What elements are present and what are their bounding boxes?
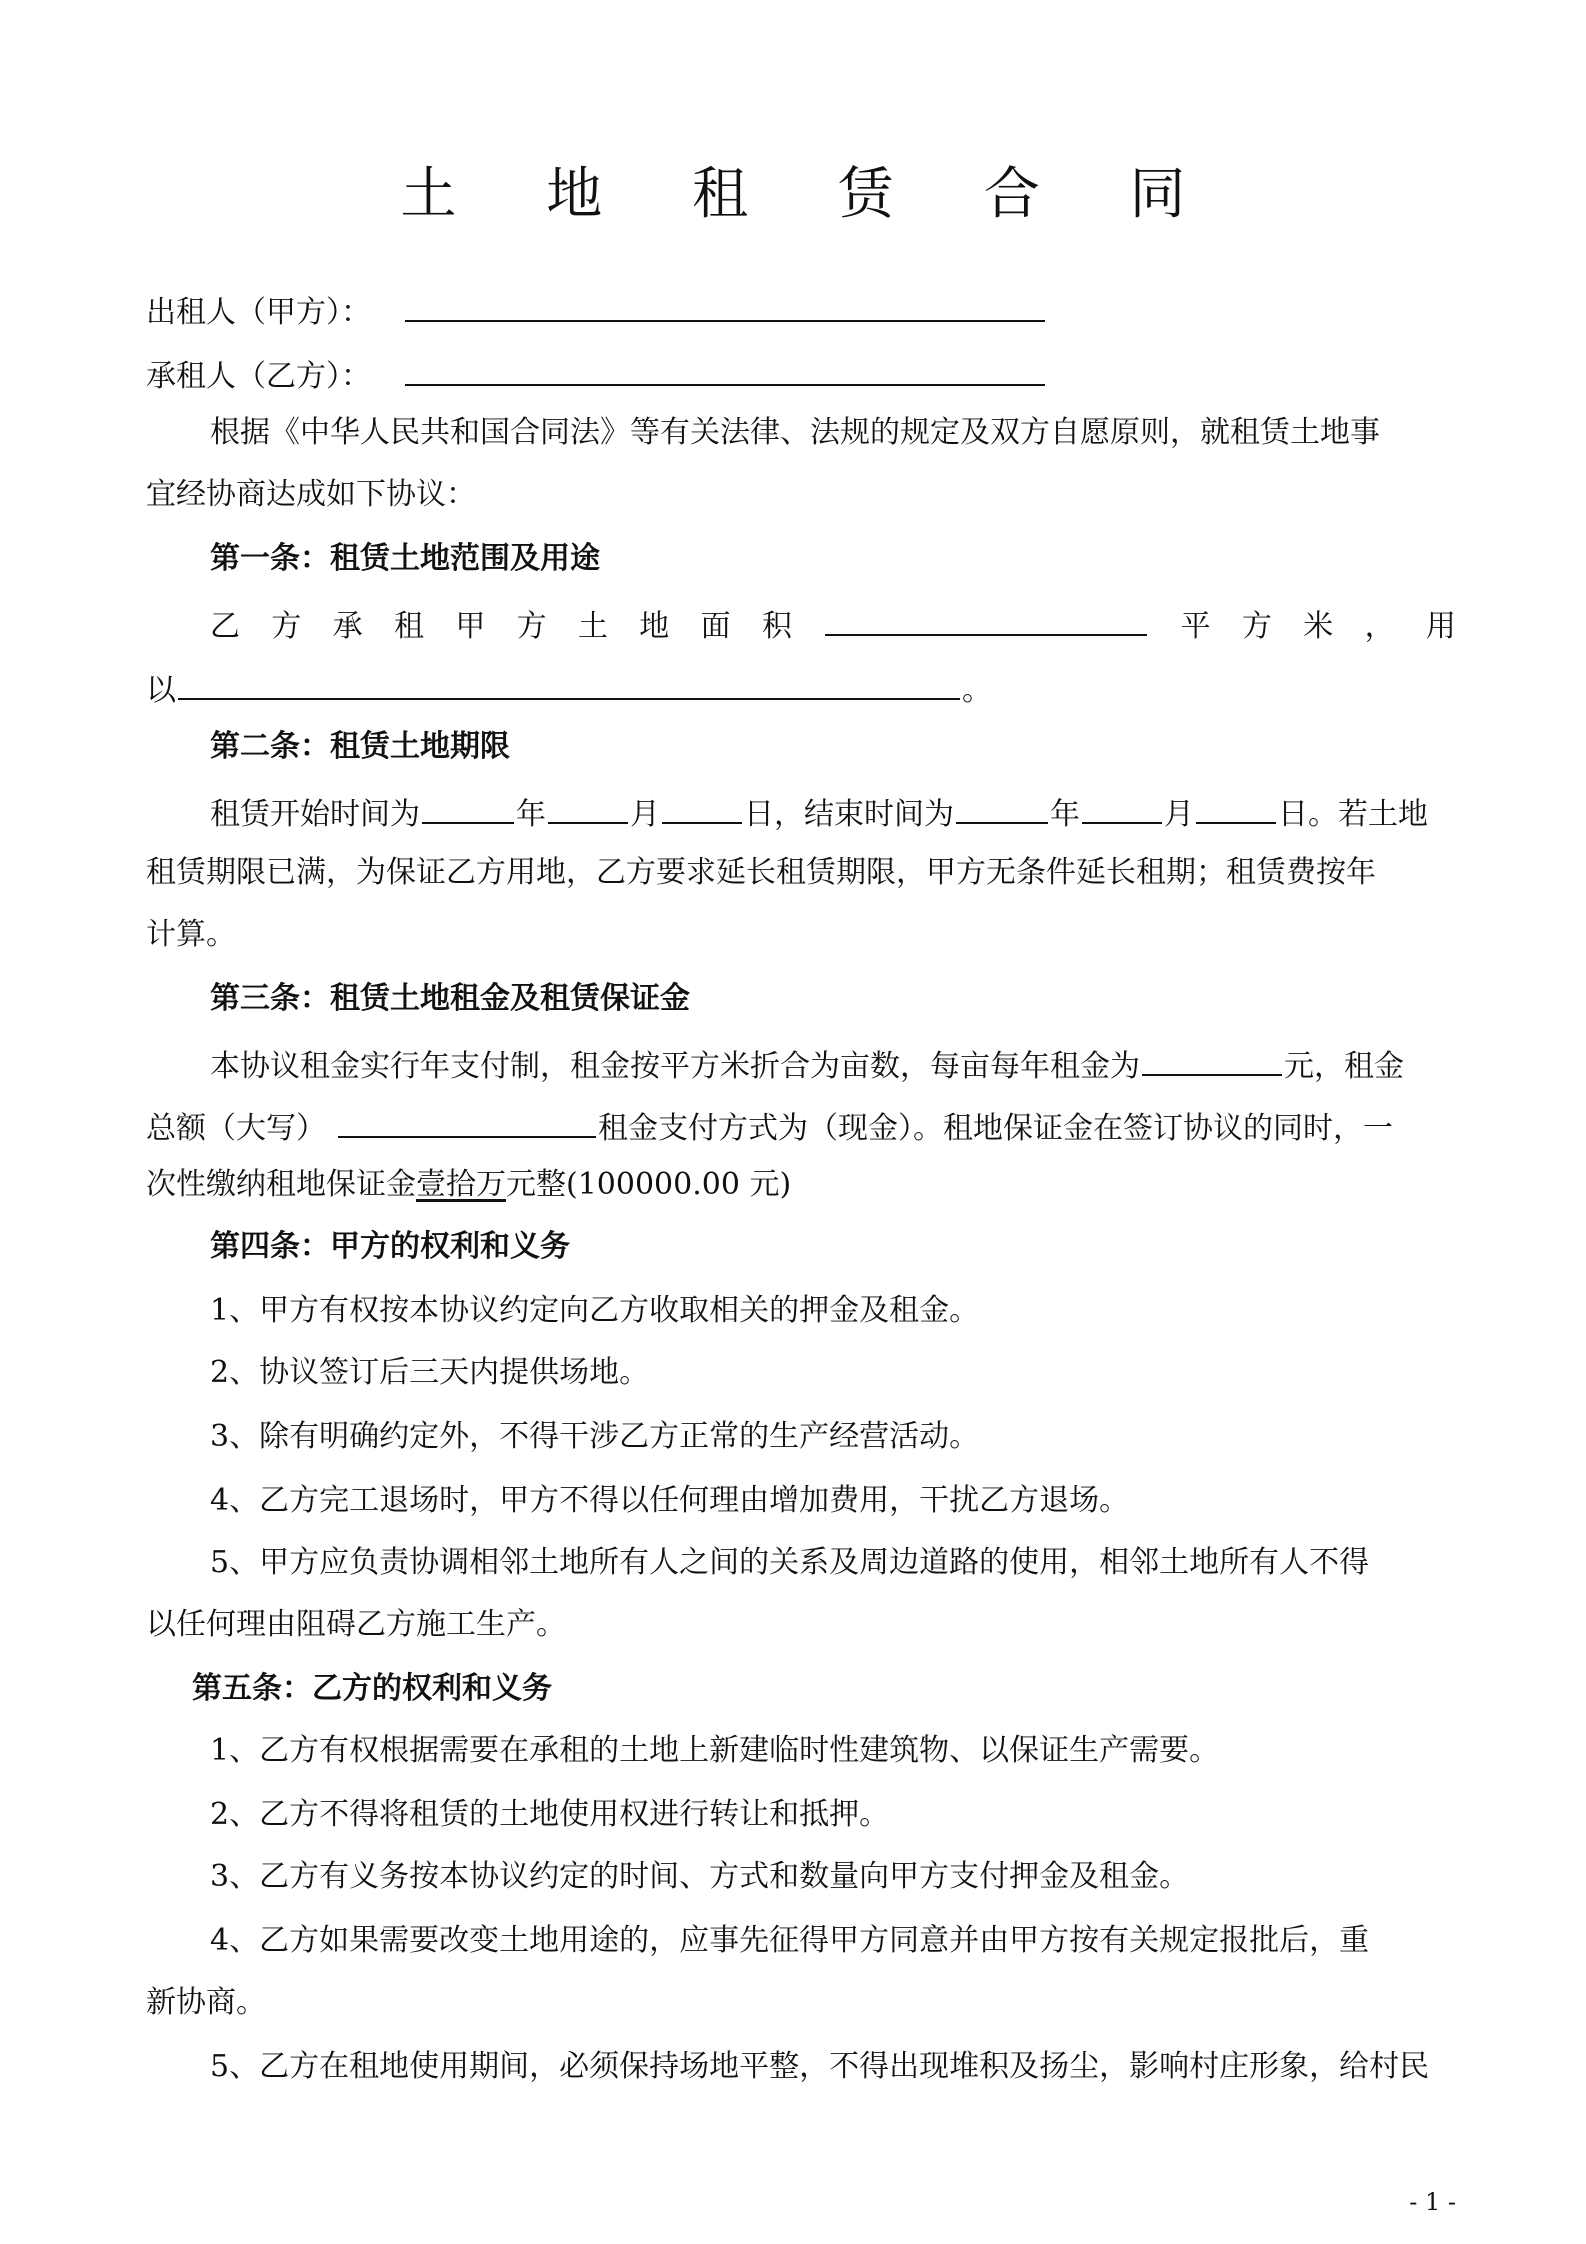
end-year-blank[interactable] [956, 788, 1048, 824]
art2-line-2: 租赁期限已满，为保证乙方用地，乙方要求延长租赁期限，甲方无条件延长租期；租赁费按年 [146, 855, 1376, 890]
art3-line-1 [146, 1040, 1520, 1088]
art1-unit-char: 方 [1241, 609, 1272, 644]
art5-item: 2、乙方不得将租赁的土地使用权进行转让和抵押。 [210, 1797, 890, 1832]
art1-line2-end: 。 [962, 673, 992, 708]
lessee-line [146, 350, 1456, 398]
art5-item: 4、乙方如果需要改变土地用途的，应事先征得甲方同意并由甲方按有关规定报批后，重 [210, 1923, 1370, 1958]
art1-char: 面 [700, 609, 731, 644]
art4-item: 2、协议签订后三天内提供场地。 [210, 1355, 650, 1390]
art2-start-label: 租赁开始时间为 [210, 797, 420, 832]
art3-line1-tail: 元，租金 [1284, 1049, 1404, 1084]
art1-unit-char: 用 [1425, 609, 1456, 644]
art2-heading: 第二条：租赁土地期限 [210, 729, 510, 764]
art1-unit-char: 平 [1180, 609, 1211, 644]
end-day-blank[interactable] [1196, 788, 1276, 824]
month-label: 月 [1164, 797, 1194, 832]
lessor-line [146, 286, 1456, 334]
art1-char: 土 [577, 609, 608, 644]
art5-item: 5、乙方在租地使用期间，必须保持场地平整，不得出现堆积及扬尘，影响村庄形象，给村民 [210, 2049, 1430, 2084]
start-year-blank[interactable] [422, 788, 514, 824]
art3-heading: 第三条：租赁土地租金及租赁保证金 [210, 981, 690, 1016]
art1-char: 地 [639, 609, 670, 644]
art4-item: 4、乙方完工退场时，甲方不得以任何理由增加费用，干扰乙方退场。 [210, 1483, 1130, 1518]
art4-item5-cont: 以任何理由阻碍乙方施工生产。 [146, 1607, 566, 1642]
lessee-blank[interactable] [405, 350, 1045, 386]
art1-char: 乙 [210, 609, 240, 644]
deposit-label: 次性缴纳租地保证金 [146, 1167, 416, 1202]
start-day-blank[interactable] [662, 788, 742, 824]
art3-line2-tail: 租金支付方式为（现金）。租地保证金在签订协议的同时，一 [598, 1111, 1393, 1146]
document-title: 土 地 租 赁 合 同 [400, 162, 1222, 227]
rent-per-mu-blank[interactable] [1142, 1040, 1282, 1076]
start-month-blank[interactable] [548, 788, 628, 824]
end-month-blank[interactable] [1082, 788, 1162, 824]
art1-char: 方 [516, 609, 547, 644]
art1-char: 方 [271, 609, 302, 644]
end-time-label: 日，结束时间为 [744, 797, 954, 832]
lessee-label: 承租人（乙方）： [146, 359, 371, 394]
total-rent-label: 总额（大写） [146, 1111, 326, 1146]
intro-line-1: 根据《中华人民共和国合同法》等有关法律、法规的规定及双方自愿原则，就租赁土地事 [210, 415, 1380, 450]
art5-item: 3、乙方有义务按本协议约定的时间、方式和数量向甲方支付押金及租金。 [210, 1859, 1190, 1894]
art1-line-2 [146, 664, 1456, 712]
deposit-amount-words: 壹拾万 [416, 1167, 506, 1202]
art1-char: 承 [332, 609, 363, 644]
deposit-amount-tail: 元整(100000.00 元) [506, 1167, 792, 1202]
art3-line-3 [146, 1164, 1456, 1206]
art1-line-1 [146, 600, 1456, 648]
year-label: 年 [1050, 797, 1080, 832]
art2-line1-tail: 日。若土地 [1278, 797, 1428, 832]
art1-line2-start: 以 [146, 673, 176, 708]
art2-line-1 [146, 788, 1520, 836]
year-label: 年 [516, 797, 546, 832]
art3-line-2 [146, 1102, 1456, 1150]
page-number: - 1 - [1409, 2188, 1456, 2216]
art1-char: 积 [761, 609, 792, 644]
area-blank[interactable] [825, 600, 1147, 636]
intro-line-2: 宜经协商达成如下协议： [146, 477, 476, 512]
lessor-blank[interactable] [405, 286, 1045, 322]
art4-item: 1、甲方有权按本协议约定向乙方收取相关的押金及租金。 [210, 1293, 980, 1328]
art5-item4-cont: 新协商。 [146, 1985, 266, 2020]
art1-char: 甲 [455, 609, 486, 644]
art2-line-3: 计算。 [146, 917, 236, 952]
art4-heading: 第四条：甲方的权利和义务 [210, 1229, 570, 1264]
art1-unit-char: ， [1364, 609, 1395, 644]
art1-heading: 第一条：租赁土地范围及用途 [210, 541, 600, 576]
art3-line1-text: 本协议租金实行年支付制，租金按平方米折合为亩数，每亩每年租金为 [210, 1049, 1140, 1084]
total-rent-blank[interactable] [338, 1102, 596, 1138]
lessor-label: 出租人（甲方）： [146, 295, 371, 330]
month-label: 月 [630, 797, 660, 832]
art5-item: 1、乙方有权根据需要在承租的土地上新建临时性建筑物、以保证生产需要。 [210, 1733, 1220, 1768]
art5-heading: 第五条：乙方的权利和义务 [192, 1671, 552, 1706]
usage-blank[interactable] [178, 664, 960, 700]
art4-item: 5、甲方应负责协调相邻土地所有人之间的关系及周边道路的使用，相邻土地所有人不得 [210, 1545, 1370, 1580]
art1-unit-char: 米 [1303, 609, 1334, 644]
art4-item: 3、除有明确约定外，不得干涉乙方正常的生产经营活动。 [210, 1419, 980, 1454]
art1-char: 租 [393, 609, 424, 644]
